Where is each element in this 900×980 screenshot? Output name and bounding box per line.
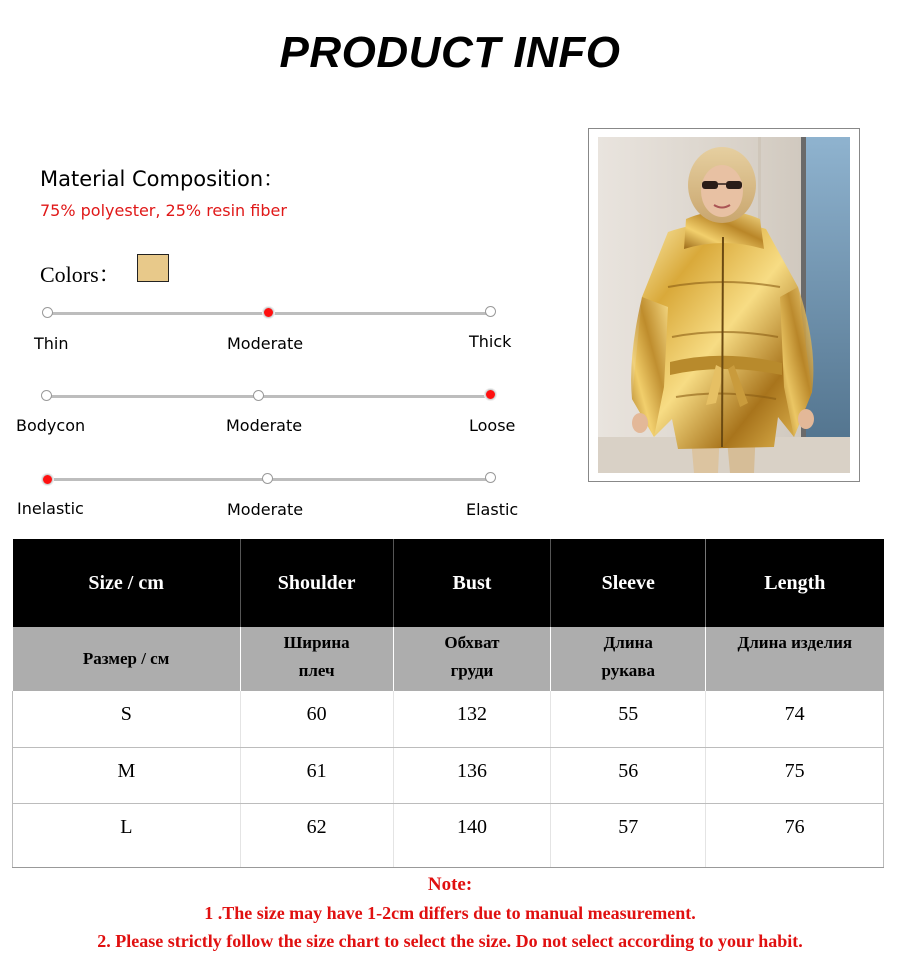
scale-dot-bodycon[interactable] [41, 390, 52, 401]
cell-bust: 132 [393, 691, 551, 747]
cell-sleeve: 56 [551, 747, 706, 803]
table-row [13, 803, 884, 867]
cell-size: L [13, 803, 241, 867]
header-length: Length [706, 539, 884, 627]
scale-label-bodycon: Bodycon [16, 416, 86, 435]
scale-label-moderate: Moderate [227, 334, 304, 353]
table-row [13, 691, 884, 747]
material-label: Material Composition： [40, 167, 285, 191]
cell-length: 75 [706, 747, 884, 803]
elasticity-scale [0, 471, 540, 531]
cell-size: M [13, 747, 241, 803]
header-bust: Bust [393, 539, 551, 627]
cell-size: S [13, 691, 241, 747]
scale-label-moderate: Moderate [226, 416, 303, 435]
note-line-2: 2. Please strictly follow the size chart to select the size. Do not select according to your habit. [97, 931, 803, 951]
scale-dot-moderate[interactable] [253, 390, 264, 401]
scale-label-loose: Loose [469, 416, 516, 435]
color-swatch[interactable] [137, 254, 169, 282]
scale-label-inelastic: Inelastic [17, 499, 84, 518]
scale-dot-elastic[interactable] [485, 472, 496, 483]
subheader-shoulder: Ширина плеч [240, 627, 393, 691]
size-table [12, 539, 884, 868]
scale-dot-moderate[interactable] [263, 307, 274, 318]
subheader-length: Длина изделия [706, 627, 884, 691]
note-line-1: 1 .The size may have 1-2cm differs due to manual measurement. [204, 903, 696, 923]
scale-label-moderate: Moderate [227, 500, 304, 519]
table-header-row [13, 539, 884, 627]
scale-dot-thin[interactable] [42, 307, 53, 318]
cell-length: 74 [706, 691, 884, 747]
header-shoulder: Shoulder [240, 539, 393, 627]
scale-dot-moderate[interactable] [262, 473, 273, 484]
cell-bust: 136 [393, 747, 551, 803]
table-subheader-row [13, 627, 884, 691]
fit-scale [0, 388, 540, 448]
cell-length: 76 [706, 803, 884, 867]
subheader-size: Размер / см [13, 627, 241, 691]
scale-label-thin: Thin [34, 334, 69, 353]
cell-bust: 140 [393, 803, 551, 867]
cell-sleeve: 57 [551, 803, 706, 867]
cell-shoulder: 61 [240, 747, 393, 803]
thickness-scale [0, 305, 540, 365]
scale-dot-loose[interactable] [485, 389, 496, 400]
scale-line [48, 395, 490, 398]
subheader-bust: Обхват груди [393, 627, 551, 691]
table-row [13, 747, 884, 803]
page-title: PRODUCT INFO [279, 28, 621, 77]
subheader-sleeve: Длина рукава [551, 627, 706, 691]
material-value: 75% polyester, 25% resin fiber [40, 201, 287, 220]
scale-dot-inelastic[interactable] [42, 474, 53, 485]
scale-label-elastic: Elastic [466, 500, 519, 519]
colors-label: Colors： [40, 262, 121, 287]
cell-shoulder: 62 [240, 803, 393, 867]
scale-dot-thick[interactable] [485, 306, 496, 317]
header-sleeve: Sleeve [551, 539, 706, 627]
scale-label-thick: Thick [469, 332, 512, 351]
cell-shoulder: 60 [240, 691, 393, 747]
cell-sleeve: 55 [551, 691, 706, 747]
product-photo-frame [588, 128, 860, 482]
header-size: Size / cm [13, 539, 241, 627]
note-heading: Note: [427, 874, 473, 895]
product-photo[interactable] [598, 137, 850, 473]
